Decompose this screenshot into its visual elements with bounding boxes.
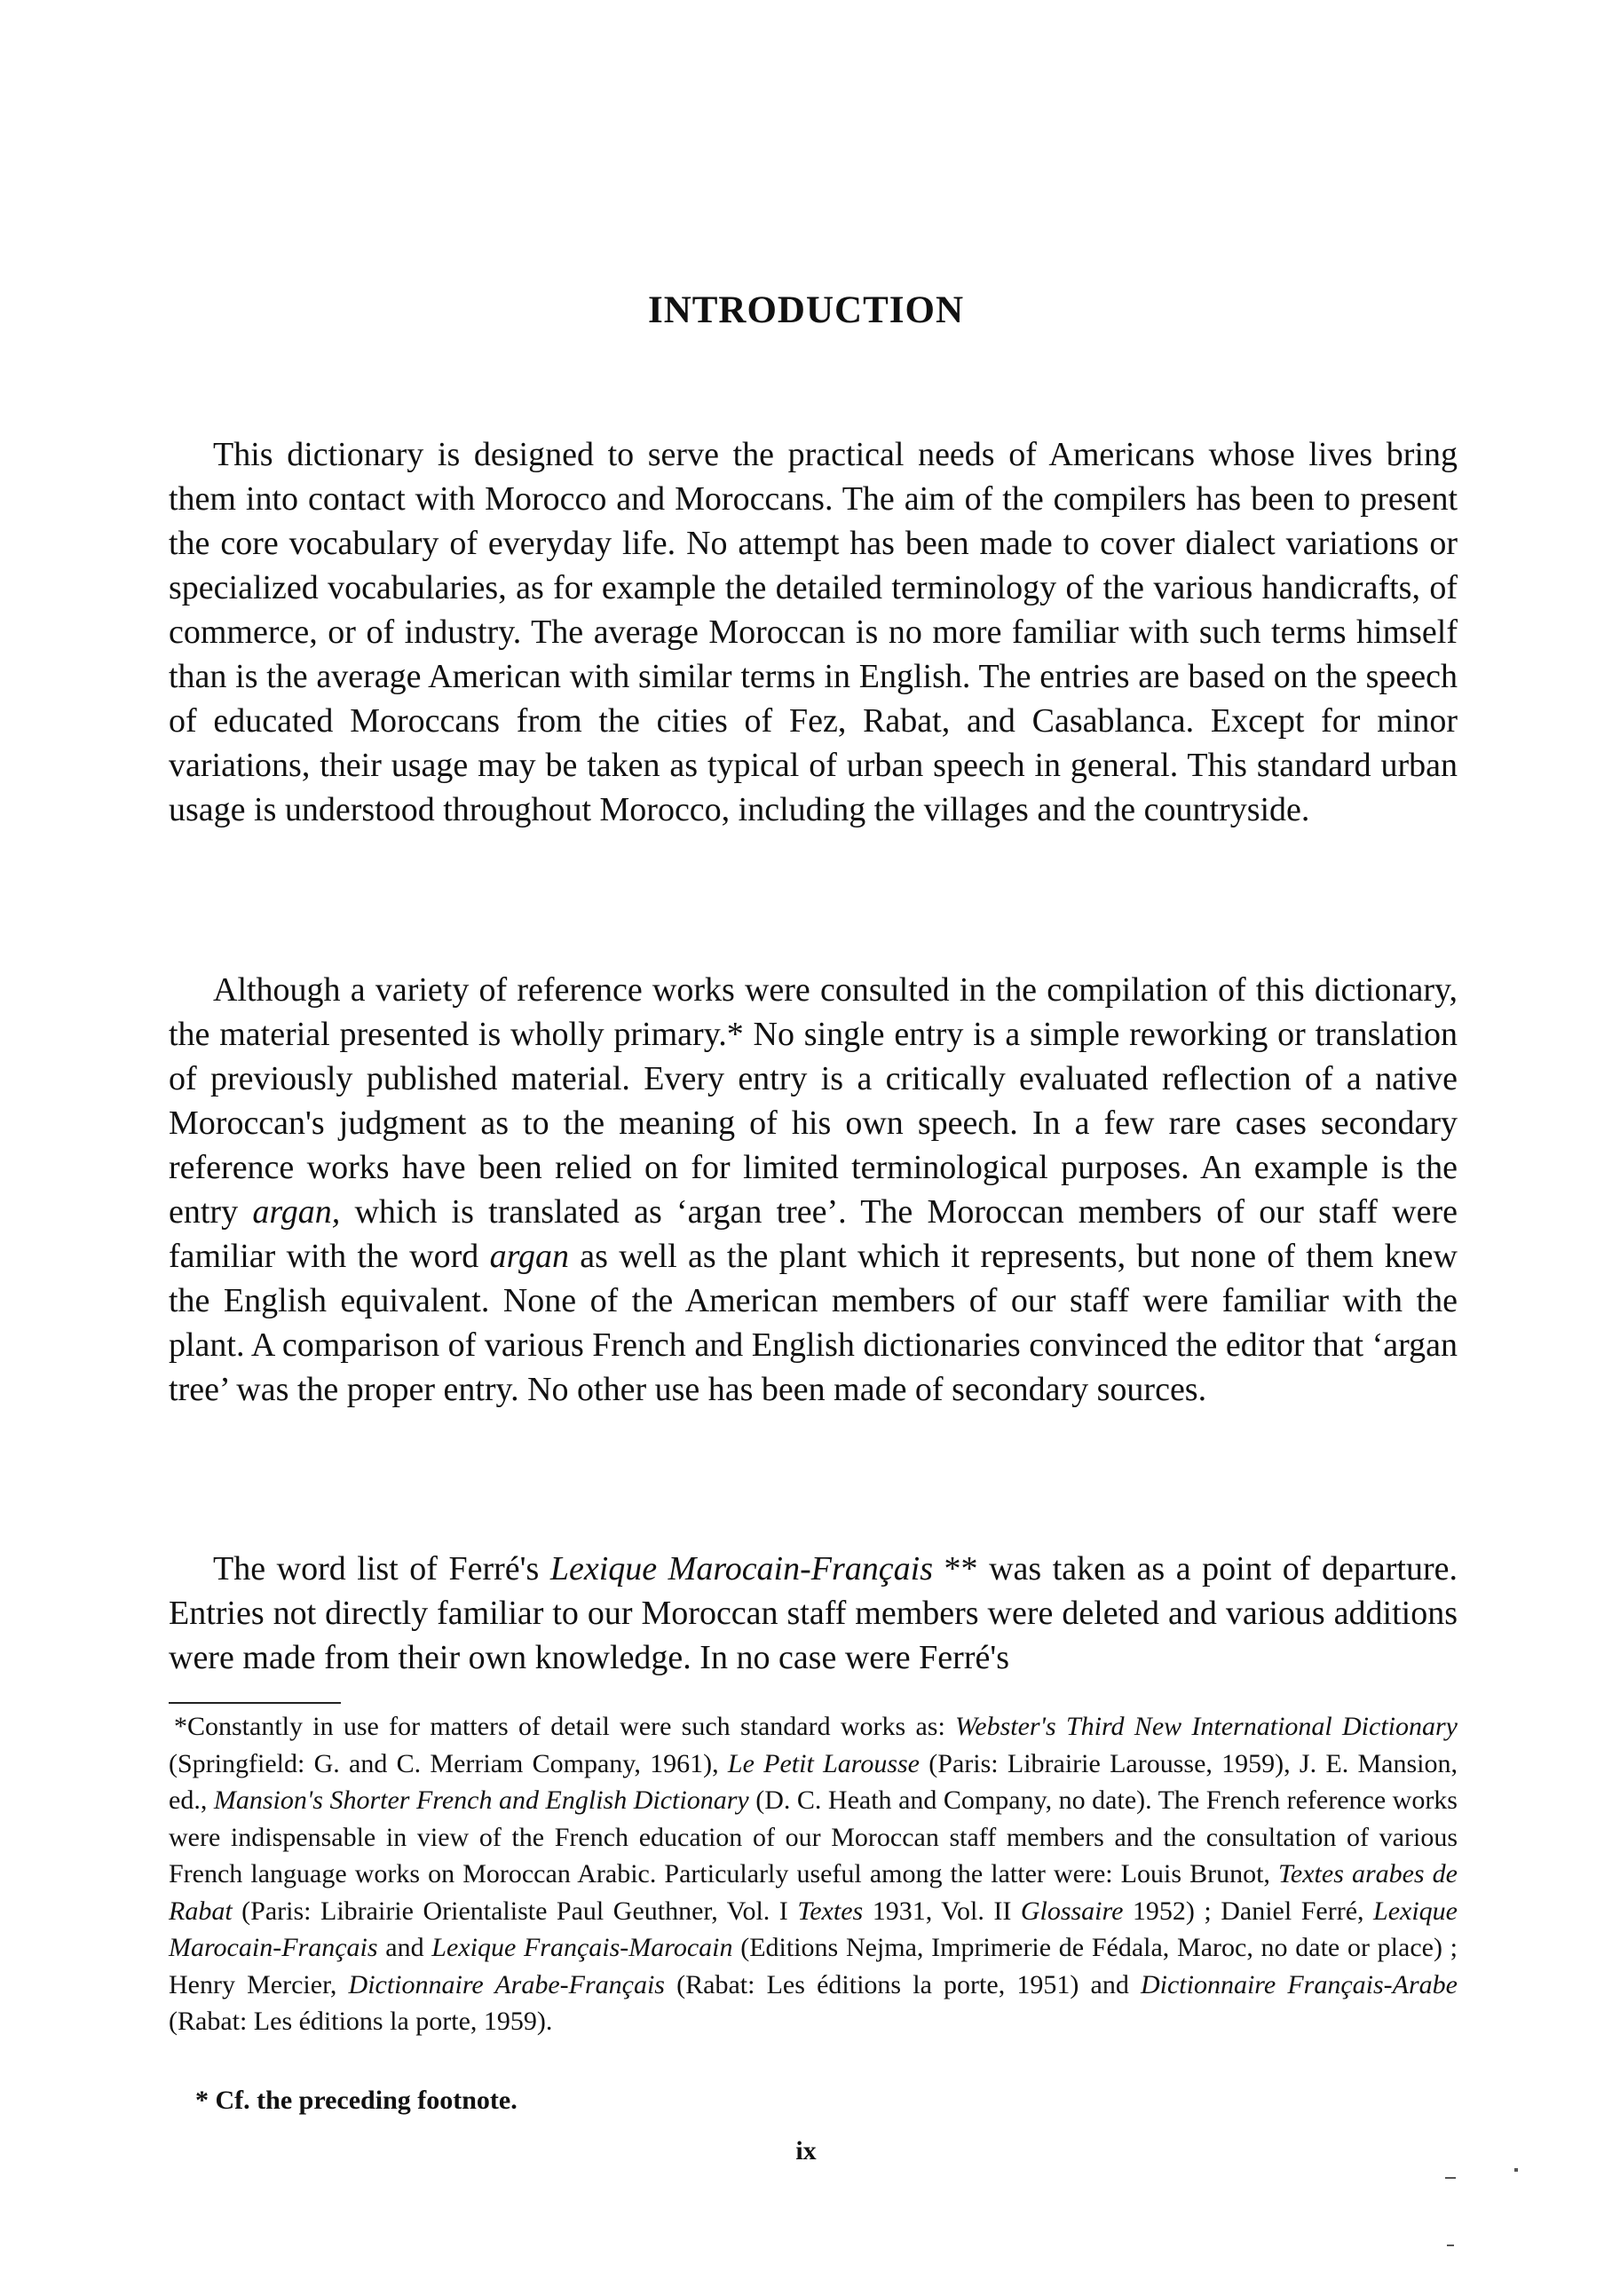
footnote-1 bbox=[169, 1708, 1458, 2040]
footnote-1-title: Webster's Third New International Dictionary bbox=[955, 1712, 1458, 1741]
footnote-2: * Cf. the preceding footnote. bbox=[195, 2086, 518, 2115]
footnote-1-text: 1931, Vol. II bbox=[863, 1896, 1021, 1926]
footnote-1-title: Mansion's Shorter French and English Dictionary bbox=[213, 1785, 749, 1815]
footnote-1-text: (Rabat: Les éditions la porte, 1951) and bbox=[664, 1969, 1141, 1999]
book-title-lexique: Lexique Marocain-Français bbox=[549, 1550, 933, 1587]
paragraph-3 bbox=[169, 1547, 1458, 1680]
page-title: INTRODUCTION bbox=[647, 289, 965, 331]
footnote-1-title: Glossaire bbox=[1020, 1896, 1124, 1926]
footnote-1-text: (Editions Nejma, Imprimerie de Fédala, Maroc, no date or place) ; Henry Mercier, bbox=[169, 1933, 1458, 1999]
scan-speck bbox=[1445, 2177, 1456, 2179]
footnote-1-text: (Rabat: Les éditions la porte, 1959). bbox=[169, 2007, 553, 2036]
scan-speck bbox=[1447, 2245, 1454, 2246]
paragraph-1: This dictionary is designed to serve the practical needs of Americans whose lives bring them into contact with Morocco and Moroccans. The aim of the compilers has been to present the core vocabulary of everyday life. No attempt has been made to cover dialect variations or specialized vocabularies, as for example the detailed terminology of the various handicrafts, of commerce, or of industry. The average Moroccan is no more familiar with such terms himself than is the average American with similar terms in English. The entries are based on the speech of educated Moroccans from the cities of Fez, Rabat, and Casablanca. Except for minor variations, their usage may be taken as typical of urban speech in general. This standard urban usage is understood throughout Morocco, including the villages and the countryside. bbox=[169, 436, 1458, 828]
paragraph-2-text-b: which is translated as ‘argan tree’. The Moroccan members of our staff were familiar with the word bbox=[169, 1193, 1458, 1275]
page-number: ix bbox=[795, 2136, 817, 2165]
footnote-1-text: (Paris: Librairie Larousse, 1959), J. E. Mansion, ed., bbox=[169, 1748, 1458, 1815]
footnote-1-title: Textes bbox=[797, 1896, 864, 1926]
term-argan: argan bbox=[489, 1238, 569, 1275]
footnote-1-title: Lexique Français-Marocain bbox=[431, 1933, 733, 1962]
footnote-1-text: 1952) ; Daniel Ferré, bbox=[1123, 1896, 1374, 1926]
term-argan: argan, bbox=[252, 1193, 341, 1231]
footnote-1-title: Dictionnaire Arabe-Français bbox=[348, 1969, 665, 1999]
paragraph-2 bbox=[169, 968, 1458, 1412]
footnote-1-text: (Springfield: G. and C. Merriam Company, 1961), bbox=[169, 1748, 728, 1778]
footnote-1-title: Textes arabes de Rabat bbox=[169, 1859, 1458, 1926]
paragraph-2-text-a: Although a variety of reference works were consulted in the compilation of this dictionary, the material presented is wholly primary.* No single entry is a simple reworking or translation of previously published material. Every entry is a critically evaluated reflection of a native Moroccan's judgment as to the meaning of his own speech. In a few rare cases secondary reference works have been relied on for limited terminological purposes. An example is the entry bbox=[169, 971, 1458, 1231]
footnote-divider bbox=[169, 1702, 341, 1704]
footnote-1-text: *Constantly in use for matters of detail were such standard works as: bbox=[174, 1712, 956, 1741]
footnote-1-text: (D. C. Heath and Company, no date). The French reference works were indispensable in view of the French education of our Moroccan staff members and the consultation of various French language works on Moroccan Arabic. Particularly useful among the latter were: Louis Brunot, bbox=[169, 1785, 1458, 1888]
footnote-1-title: Lexique Marocain-Français bbox=[169, 1896, 1458, 1962]
footnote-1-text: and bbox=[377, 1933, 432, 1962]
paragraph-2-text-c: as well as the plant which it represents, but none of them knew the English equivalent. None of the American members of our staff were familiar with the plant. A comparison of various French and English dictionaries convinced the editor that ‘argan tree’ was the proper entry. No other use has been made of secondary sources. bbox=[169, 1238, 1458, 1408]
footnote-1-title: Dictionnaire Français-Arabe bbox=[1140, 1969, 1458, 1999]
footnote-1-title: Le Petit Larousse bbox=[727, 1748, 920, 1778]
scan-speck bbox=[1514, 2168, 1518, 2172]
paragraph-3-text-b: ** was taken as a point of departure. Entries not directly familiar to our Moroccan staff members were deleted and various additions were made from their own knowledge. In no case were Ferré's bbox=[169, 1550, 1458, 1676]
footnote-1-text: (Paris: Librairie Orientaliste Paul Geuthner, Vol. I bbox=[232, 1896, 798, 1926]
paragraph-3-text-a: The word list of Ferré's bbox=[213, 1550, 550, 1587]
